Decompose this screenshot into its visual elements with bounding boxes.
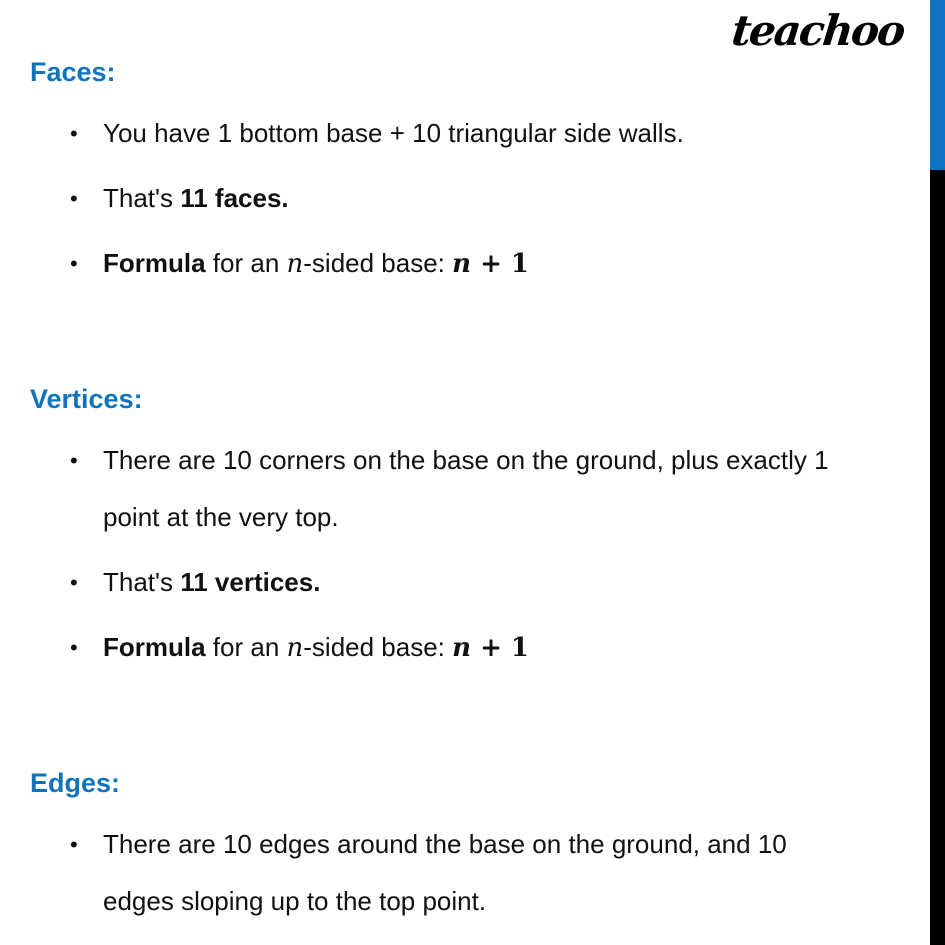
bullet-marker: •	[70, 186, 78, 211]
bullet-line	[103, 816, 922, 873]
text-run: There are 10 edges around the base on the ground, and 10	[103, 829, 787, 859]
bullet-line	[103, 554, 922, 611]
bullet-marker: •	[70, 448, 78, 473]
bullet-item	[30, 235, 922, 293]
bullet-marker: •	[70, 570, 78, 595]
section-heading-edges: Edges:	[30, 768, 121, 798]
faces-bullet-list	[30, 105, 922, 293]
bullet-item	[30, 619, 922, 677]
vertices-bullet-list	[30, 432, 922, 677]
section-heading-vertices: Vertices:	[30, 384, 143, 414]
bullet-line	[103, 170, 922, 227]
text-run: + 1	[471, 249, 530, 279]
bullet-line	[103, 432, 922, 489]
text-run: That's	[103, 183, 181, 213]
text-run: for an	[205, 632, 287, 662]
text-run: edges sloping up to the top point.	[103, 886, 487, 916]
bullet-item	[30, 554, 922, 611]
text-run: 11 vertices.	[180, 567, 321, 597]
text-run: -sided base:	[303, 248, 453, 278]
text-run: 11 faces.	[180, 183, 289, 213]
bullet-line	[103, 235, 922, 293]
bullet-line	[103, 489, 922, 546]
bullet-item	[30, 816, 922, 930]
text-run: + 1	[471, 633, 530, 663]
text-run: There are 10 corners on the base on the ground, plus exactly 1	[103, 445, 829, 475]
text-run: Formula	[103, 248, 206, 278]
bullet-marker: •	[70, 251, 78, 276]
bullet-marker: •	[70, 121, 78, 146]
text-run: That's	[103, 567, 181, 597]
bullet-line	[103, 619, 922, 677]
text-run: n	[452, 249, 472, 279]
bullet-line	[103, 105, 922, 162]
bullet-item	[30, 105, 922, 162]
bullet-marker: •	[70, 832, 78, 857]
bullet-marker: •	[70, 635, 78, 660]
bullet-item	[30, 170, 922, 227]
text-run: for an	[205, 248, 287, 278]
text-run: point at the very top.	[103, 502, 339, 532]
section-edges	[30, 767, 922, 930]
section-faces	[30, 56, 922, 293]
text-run: n	[452, 633, 472, 663]
edge-bar-blue-segment	[930, 0, 945, 170]
right-edge-bar	[930, 0, 945, 945]
text-run: n	[286, 249, 304, 279]
edges-bullet-list	[30, 816, 922, 930]
text-run: -sided base:	[303, 632, 453, 662]
section-vertices	[30, 383, 922, 677]
bullet-line	[103, 873, 922, 930]
slide-content	[30, 56, 922, 938]
teachoo-logo: teachoo	[728, 6, 906, 55]
text-run: n	[286, 633, 304, 663]
edge-bar-black-segment	[930, 170, 945, 945]
text-run: You have 1 bottom base + 10 triangular side walls.	[103, 118, 684, 148]
bullet-item	[30, 432, 922, 546]
text-run: Formula	[103, 632, 206, 662]
section-heading-faces: Faces:	[30, 57, 116, 87]
